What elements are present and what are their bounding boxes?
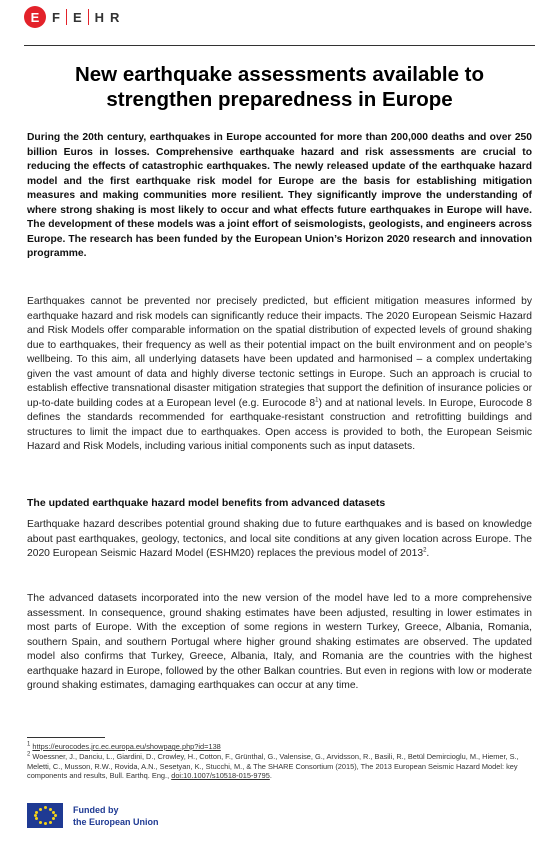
logo-e-circle: E	[24, 6, 46, 28]
body-paragraph-3: The advanced datasets incorporated into the new version of the model have led to a more comprehensive assessment. In consequence, ground shaking estimates have been adjusted, resulting in lower estimates in most parts of Europe. With the exception of some regions in western Turkey, Greece, Albania, Romania, southern Spain, and southern Portugal where higher ground shaking estimates are observed. The updated model also confirms that Turkey, Greece, Albania, Italy, and Romania are the countries with the highest earthquake hazard in Europe, followed by the other Balkan countries. But even in regions with low or moderate ground shaking estimates, damaging earthquakes can occur at any time.	[27, 593, 532, 691]
footnote-1	[27, 742, 532, 752]
logo-letter-e: E	[72, 9, 82, 25]
footnote-link[interactable]: https://eurocodes.jrc.ec.europa.eu/showpage.php?id=138	[32, 742, 221, 751]
footnote-ref-2[interactable]: 2	[423, 547, 427, 554]
star-icon	[35, 817, 38, 820]
logo-letter-r: R	[110, 9, 120, 25]
star-icon	[34, 814, 37, 817]
funding-text	[73, 804, 159, 828]
efehr-logo	[24, 4, 119, 30]
star-icon	[44, 806, 47, 809]
footnote-divider	[27, 737, 105, 738]
star-icon	[49, 808, 52, 811]
footnote-ref-1[interactable]: 1	[315, 397, 319, 404]
star-icon	[35, 811, 38, 814]
funding-line-1: Funded by	[73, 804, 119, 815]
star-icon	[44, 822, 47, 825]
body-paragraph-1	[27, 295, 532, 455]
doi-link[interactable]: doi:10.1007/s10518-015-9795	[171, 771, 270, 781]
paragraph-text: ) and at national levels. In Europe, Eurocode 8 defines the standards recommended for earthquake-resistant construction and retrofitting buildings and structures to limit the impact due to earthquakes. Open access is provided to both, the European Seismic Hazard and Risk Models, including various initial components such as input datasets.	[27, 397, 533, 452]
body-paragraph-2	[27, 518, 532, 562]
footnote-2	[27, 752, 532, 781]
intro-paragraph: During the 20th century, earthquakes in Europe accounted for more than 200,000 deaths and over 250 billion Euros in losses. Comprehensive earthquake hazard and risk assessments are crucial to reducing the effects of catastrophic earthquakes. The newly released update of the earthquake hazard model and the first earthquake risk model for Europe are the basis for establishing mitigation measures and making communities more resilient. They significantly improve the understanding of where strong shaking is most likely to occur and what effects future earthquakes in Europe will have. The development of these models was a joint effort of seismologists, geologists, and engineers across Europe. The research has been funded by the European Union’s Horizon 2020 research and innovation programme.	[27, 132, 532, 259]
funding-badge	[27, 803, 159, 828]
paragraph-text: Earthquake hazard describes potential ground shaking due to future earthquakes and is based on knowledge about past earthquakes, geology, tectonics, and local site conditions at any given location across Europe. The 2020 European Seismic Hazard Model (ESHM20) replaces the previous model of 2013	[27, 519, 532, 559]
star-icon	[52, 817, 55, 820]
funding-line-2: the European Union	[73, 816, 159, 827]
logo-letter-h: H	[94, 9, 105, 25]
paragraph-text: .	[426, 548, 430, 559]
star-icon	[49, 821, 52, 824]
logo-divider	[66, 9, 67, 25]
header-divider	[24, 45, 535, 46]
footnote-text: .	[269, 771, 272, 781]
star-icon	[39, 808, 42, 811]
eu-flag-icon	[27, 803, 63, 828]
section-heading: The updated earthquake hazard model benefits from advanced datasets	[27, 497, 386, 509]
logo-letter-f: F	[52, 9, 60, 25]
footnotes	[27, 742, 532, 781]
page-title: New earthquake assessments available to strengthen preparedness in Europe	[74, 63, 485, 111]
footnote-text: Woessner, J., Danciu, L., Giardini, D., Crowley, H., Cotton, F., Grünthal, G., Valensise, G., Arvidsson, R., Basili, R., Betül Demircioglu, M., Hiemer, S., Meletti, C., Musson, R.W., Rovida, A.N., Sesetyan, K., Stucchi, M., & The SHARE Consortium (2015), The 2013 European Seismic Hazard Model: key components and results, Bull. Earthq. Eng.,	[27, 751, 519, 781]
footnote-number: 2	[27, 751, 31, 758]
footnote-number: 1	[27, 741, 31, 748]
star-icon	[39, 821, 42, 824]
logo-divider	[88, 9, 89, 25]
paragraph-text: Earthquakes cannot be prevented nor precisely predicted, but efficient mitigation measures informed by earthquake hazard and risk models can significantly reduce their impacts. The 2020 European Seismic Hazard and Risk Models offer comparable information on the spatial distribution of expected levels of ground shaking due to earthquakes, their frequency as well as their potential impact on the built environment and on people’s wellbeing. To this aim, all underlying datasets have been updated and harmonised – a complex undertaking given the vast amount of data and highly diverse tectonic settings in Europe. Such an approach is crucial to establish effective transnational disaster mitigation strategies that support the definition of insurance policies or up-to-date building codes at a European level (e.g. Eurocode 8	[27, 296, 532, 409]
